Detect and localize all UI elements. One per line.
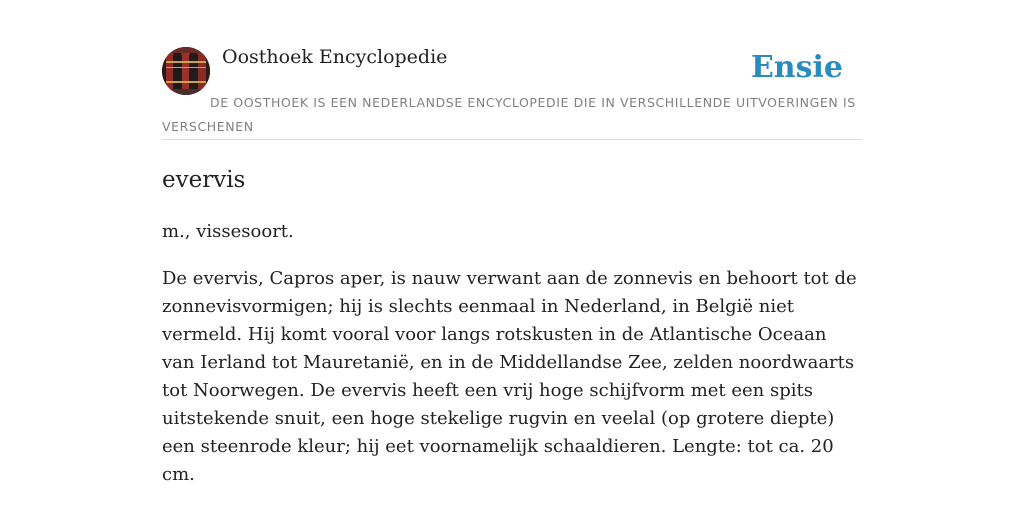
entry-content (162, 160, 862, 489)
entry-body: De evervis, Capros aper, is nauw verwant aan de zonnevis en behoort tot de zonnevisvormigen; hij is slechts eenmaal in Nederland, in België niet vermeld. Hij komt vooral voor langs rotskusten in de Atlantische Oceaan van Ierland tot Mauretanië, en in de Middellandse Zee, zelden noordwaarts tot Noorwegen. De evervis heeft een vrij hoge schijfvorm met een spits uitstekende snuit, een hoge stekelige rugvin en veelal (op grotere diepte) een steenrode kleur; hij eet voornamelijk schaaldieren. Lengte: tot ca. 20 cm. (162, 268, 857, 485)
entry-title: evervis (162, 167, 246, 193)
brand-logo[interactable]: Ensie (750, 50, 843, 85)
encyclopedia-books-icon[interactable] (162, 47, 210, 95)
source-title[interactable]: Oosthoek Encyclopedie (222, 46, 448, 68)
source-description: DE OOSTHOEK IS EEN NEDERLANDSE ENCYCLOPEDIE DIE IN VERSCHILLENDE UITVOERINGEN IS VERSCHENEN (162, 95, 856, 134)
entry-meta: m., vissesoort. (162, 221, 294, 242)
header (162, 44, 862, 140)
